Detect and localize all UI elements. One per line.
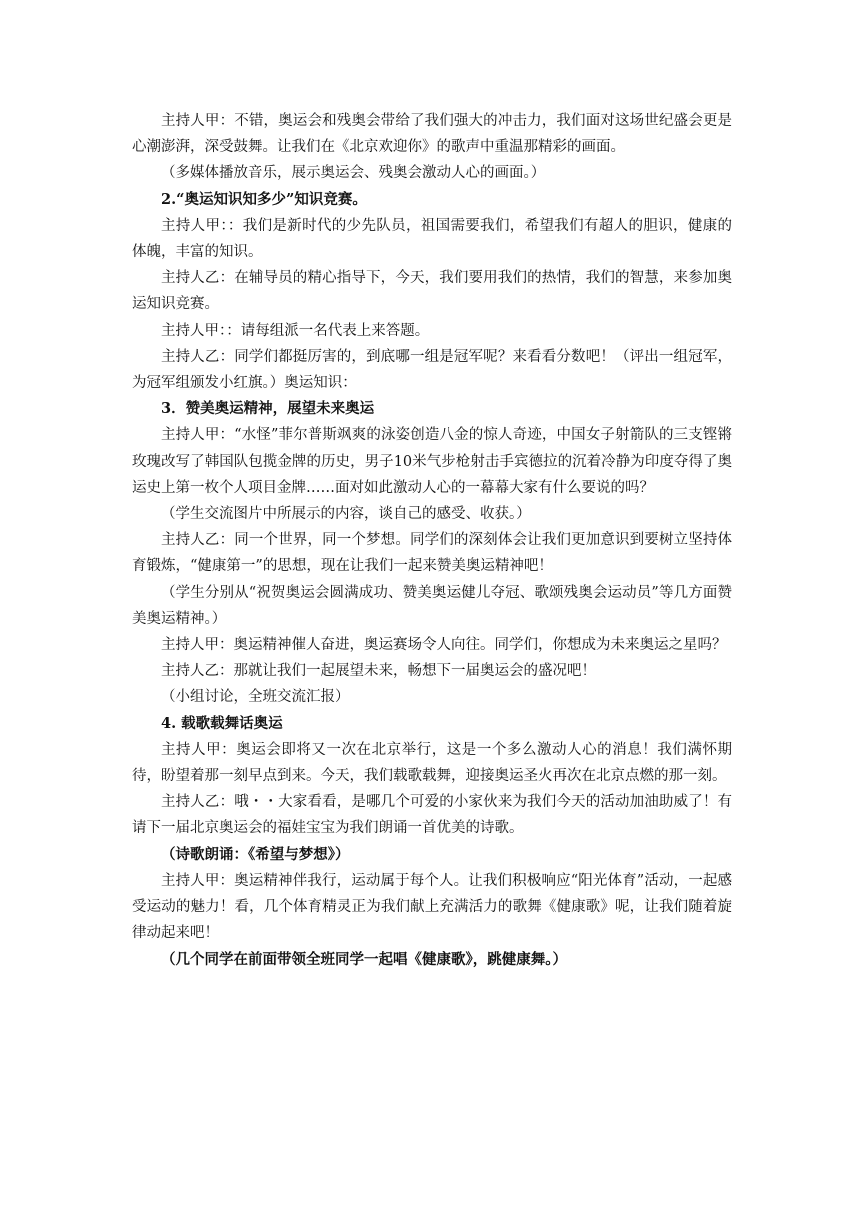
dialogue-paragraph: 主持人甲：奥运精神催人奋进，奥运赛场令人向往。同学们，你想成为未来奥运之星吗？ [161, 637, 727, 654]
closing-stage-direction: （几个同学在前面带领全班同学一起唱《健康歌》，跳健康舞。） [161, 950, 567, 968]
dialogue-paragraph: 主持人乙：同学们都挺厉害的，到底哪一组是冠军呢？来看看分数吧！（评出一组冠军，为冠军组颁发小红旗。）奥运知识： [132, 348, 732, 392]
stage-direction: （多媒体播放音乐，展示奥运会、残奥会激动人心的画面。） [161, 165, 546, 182]
section-heading-4: 4. 载歌载舞话奥运 [161, 714, 283, 732]
dialogue-paragraph: 主持人乙：在辅导员的精心指导下，今天，我们要用我们的热情，我们的智慧，来参加奥运知识竞赛。 [132, 270, 732, 313]
dialogue-paragraph: 主持人甲：：我们是新时代的少先队员，祖国需要我们，希望我们有超人的胆识，健康的体魄，丰富的知识。 [132, 217, 732, 261]
section-heading-3: 3．赞美奥运精神，展望未来奥运 [161, 400, 375, 418]
dialogue-paragraph: 主持人乙：同一个世界，同一个梦想。同学们的深刻体会让我们更加意识到要树立坚持体育锻炼，“健康第一”的思想，现在让我们一起来赞美奥运精神吧！ [132, 532, 732, 575]
stage-direction: （学生分别从“祝贺奥运会圆满成功、赞美奥运健儿夺冠、歌颂残奥会运动员”等几方面赞美奥运精神。） [132, 584, 732, 627]
dialogue-paragraph: 主持人甲：：请每组派一名代表上来答题。 [161, 322, 430, 339]
dialogue-paragraph: 主持人甲：“水怪”菲尔普斯飒爽的泳姿创造八金的惊人奇迹，中国女子射箭队的三支铿锵玫瑰改写了韩国队包揽金牌的历史，男子10米气步枪射击手宾德拉的沉着冷静为印度夺得了奥运史上第一枚个人项目金牌……面对如此激动人心的一幕幕大家有什么要说的吗？ [132, 427, 732, 496]
stage-direction: （小组讨论，全班交流汇报） [161, 689, 350, 706]
dialogue-paragraph: 主持人甲：奥运精神伴我行，运动属于每个人。让我们积极响应“阳光体育”活动，一起感受运动的魅力！看，几个体育精灵正为我们献上充满活力的歌舞《健康歌》呢，让我们随着旋律动起来吧！ [132, 872, 732, 942]
dialogue-paragraph: 主持人乙：哦・・大家看看，是哪几个可爱的小家伙来为我们今天的活动加油助威了！有请下一届北京奥运会的福娃宝宝为我们朗诵一首优美的诗歌。 [132, 794, 732, 837]
stage-direction: （学生交流图片中所展示的内容，谈自己的感受、收获。） [161, 506, 531, 523]
dialogue-paragraph: 主持人乙：那就让我们一起展望未来，畅想下一届奥运会的盛况吧！ [161, 663, 596, 680]
dialogue-paragraph: 主持人甲：奥运会即将又一次在北京举行，这是一个多么激动人心的消息！我们满怀期待，盼望着那一刻早点到来。今天，我们载歌载舞，迎接奥运圣火再次在北京点燃的那一刻。 [132, 741, 732, 785]
section-heading-2: 2.“奥运知识知多少”知识竞赛。 [161, 190, 367, 208]
dialogue-paragraph: 主持人甲：不错，奥运会和残奥会带给了我们强大的冲击力，我们面对这场世纪盛会更是心潮澎湃，深受鼓舞。让我们在《北京欢迎你》的歌声中重温那精彩的画面。 [132, 113, 732, 156]
poem-recitation-heading: （诗歌朗诵：《希望与梦想》） [161, 845, 350, 863]
document-body [132, 108, 732, 973]
